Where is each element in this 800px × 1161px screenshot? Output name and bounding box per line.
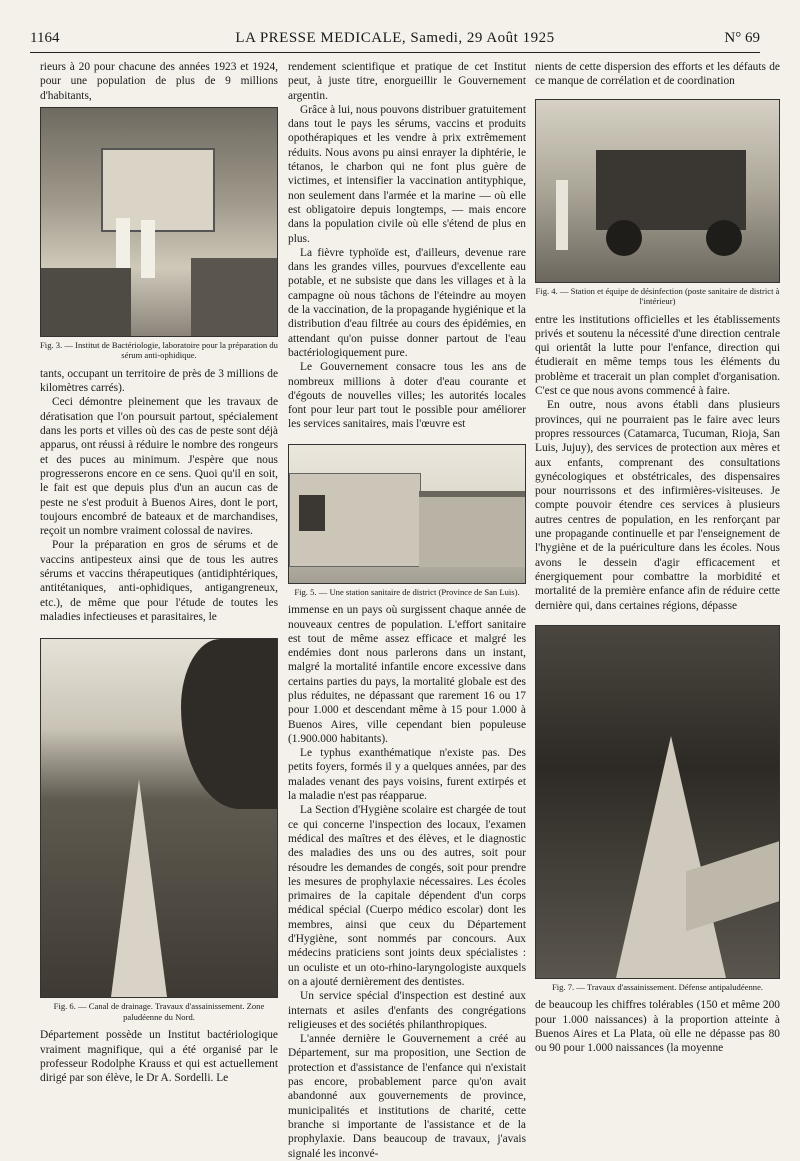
figure-5 (288, 444, 526, 598)
paragraph: Ceci démontre pleinement que les travaux de dératisation que l'on poursuit partout, spécialement dans les ports et villes où des cas de peste sont déjà apparus, ont réussi à réduire le nombre des rongeurs et des puces au minimum. J'espère que nous progresserons encore en ce sens. Quoi qu'il en soit, le fait est que depuis plus d'un an aucun cas de peste ne s'est produit à Buenos Aires, dont le port, toujours encombré de bateaux et de marchandises, reçoit un nombre vraiment colossal de navires. (40, 396, 278, 538)
paragraph: de beaucoup les chiffres tolérables (150 et même 200 pour 1.000 naissances) à la proportion atteinte à Buenos Aires et La Plata, où elle ne dépasse pas 80 ou 90 pour 1.000 naissances (la moyenne (535, 999, 780, 1055)
paragraph: La Section d'Hygiène scolaire est chargée de tout ce qui concerne l'inspection des locaux, l'examen médical des maîtres et des élèves, et le diagnostic des maladies des uns ou des autres, soit pour résoudre les demandes de congés, soit pour prendre les mesures de prophylaxie nécessaires. Les écoles primaires de la capitale dépendent d'un corps médical spécial (Cuerpo médico escolar) dont les membres, ainsi que ceux du Département d'Hygiène, sont nommés par concours. Aux médecins praticiens sont joints deux spécialistes : un oculiste et un oto-rhino-laryngologiste auxquels on a ajouté dernièrement des dentistes. (288, 804, 526, 988)
figure-3 (40, 107, 278, 361)
figure-caption: Fig. 3. — Institut de Bactériologie, laboratoire pour la préparation du sérum anti-ophidique. (40, 339, 278, 361)
paragraph: En outre, nous avons établi dans plusieurs provinces, qui ne pourraient pas le faire avec leurs propres ressources (Catamarca, Tucuman, Rioja, San Luis, Jujuy), des services de protection aux mères et aux enfants, comprenant des consultations gynécologiques et obstétricales, des dispensaires pour nourrissons et des infirmières-visiteuses. Je compte pouvoir étendre ces services à plusieurs autres centres de population, en les renforçant par une propagande continuelle et par l'enseignement de l'hygiène et de la puériculture dans les écoles. Nous avons le dessein d'agir efficacement et énergiquement pour combattre la morbidité et mortalité de la première enfance afin de réduire cette dernière qui, dans certaines régions, dépasse (535, 399, 780, 612)
paragraph: Le Gouvernement consacre tous les ans de nombreux millions à doter d'eau courante et d'égouts de nouvelles villes; les autorités locales font pour leur part tout le possible pour améliorer les services sanitaires, mais l'œuvre est (288, 361, 526, 431)
paragraph: Pour la préparation en gros de sérums et de vaccins antipesteux ainsi que de tous les autres sérums et vaccins thérapeutiques (antidiphtériques, antitétaniques, anti-ophidiques, antigangreneux, etc.), de même que pour l'étude de toutes les maladies infectieuses et parasitaires, le (40, 539, 278, 623)
figure-caption: Fig. 6. — Canal de drainage. Travaux d'assainissement. Zone paludéenne du Nord. (53, 1001, 265, 1022)
drainage-canal-photo (40, 638, 278, 998)
paragraph: immense en un pays où surgissent chaque année de nouveaux centres de population. L'effort sanitaire est tout de même assez efficace et malgré les endémies dont nous parlerons dans un instant, malgré la mortalité infantile encore excessive dans certains parties du pays, la mortalité globale est des plus réduites, ne dépassant que rarement 16 ou 17 pour 1.000 et descendant même à 15 pour 1.000 à Buenos Aires, ville cependant bien populeuse (1.900.000 habitants). (288, 604, 526, 745)
figure-caption: Fig. 5. — Une station sanitaire de district (Province de San Luis). (294, 586, 520, 597)
journal-title: LA PRESSE MEDICALE, Samedi, 29 Août 1925 (235, 30, 555, 46)
paragraph: Un service spécial d'inspection est destiné aux internats et asiles d'enfants des congrégations religieuses et des sociétés philanthropiques. (288, 990, 526, 1031)
issue-number: N° 69 (724, 30, 760, 46)
figure-7 (535, 625, 780, 993)
sanitary-station-photo (288, 444, 526, 584)
figure-6 (40, 638, 278, 1022)
paragraph: L'année dernière le Gouvernement a créé au Département, sur ma proposition, une Section de protection et d'assistance de l'enfance qui n'existait pas encore, probablement parce qu'on avait abandonné aux gouvernements de province, municipalités et institutions de charité, cette branche si importante de l'assistance et de la prophylaxie. Dans beaucoup de travaux, j'avais signalé les inconvé- (288, 1033, 526, 1160)
page-header (30, 30, 760, 53)
column-1 (40, 60, 278, 1085)
page-number: 1164 (30, 30, 60, 46)
figure-4 (535, 99, 780, 307)
figure-caption: Fig. 7. — Travaux d'assainissement. Défense antipaludéenne. (551, 981, 764, 992)
column-2 (288, 60, 526, 1161)
antimalaria-works-photo (535, 625, 780, 979)
paragraph: Le typhus exanthématique n'existe pas. Des petits foyers, formés il y a quelques années, par des malades venant des pays voisins, furent extirpés et la maladie n'est pas réapparue. (288, 747, 526, 803)
paragraph: rieurs à 20 pour chacune des années 1923 et 1924, pour une population de plus de 9 millions d'habitants, (40, 61, 278, 102)
disinfection-truck-photo (535, 99, 780, 283)
laboratory-photo (40, 107, 278, 337)
paragraph: entre les institutions officielles et les établissements privés et soutenu la nécessité d'une direction centrale qui orientât la lutte pour l'enfance, direction qui étudierait en même temps tous les éléments du problème et tracerait un plan complet d'organisation. C'est ce que nous avons commencé à faire. (535, 313, 780, 398)
paragraph: nients de cette dispersion des efforts et les défauts de ce manque de corrélation et de coordination (535, 61, 780, 88)
column-3 (535, 60, 780, 1056)
figure-caption: Fig. 4. — Station et équipe de désinfection (poste sanitaire de district à l'intérieur) (535, 285, 780, 307)
paragraph: Département possède un Institut bactériologique vraiment magnifique, qui a été organisé par le professeur Rodolphe Krauss et qui est actuellement dirigé par son élève, le Dr A. Sordelli. Le (40, 1029, 278, 1085)
paragraph: tants, occupant un territoire de près de 3 millions de kilomètres carrés). (40, 367, 278, 395)
paragraph: Grâce à lui, nous pouvons distribuer gratuitement dans tout le pays les sérums, vaccins et produits opothérapiques et les vendre à prix extrêmement réduits. Nous avons pu ainsi enrayer la diphtérie, le tétanos, le charbon qui ne font plus guère de victimes, et intensifier la vaccination antityphique, non seulement dans l'armée et la marine — où elle est obligatoire depuis longtemps, — mais encore dans la population civile où elle s'étend de plus en plus. (288, 103, 526, 245)
paragraph: La fièvre typhoïde est, d'ailleurs, devenue rare dans les grandes villes, pourvues d'excellente eau potable, et ne subsiste que dans les villages et à la campagne où nous tâchons de l'éteindre au moyen de la vaccination, de la propagande hygiénique et la distribution d'eau filtrée au cours des épidémies, en attendant qu'on puisse donner partout de l'eau bactériologiquement pure. (288, 246, 526, 359)
paragraph: rendement scientifique et pratique de cet Institut peut, à juste titre, enorgueillir le Gouvernement argentin. (288, 61, 526, 102)
